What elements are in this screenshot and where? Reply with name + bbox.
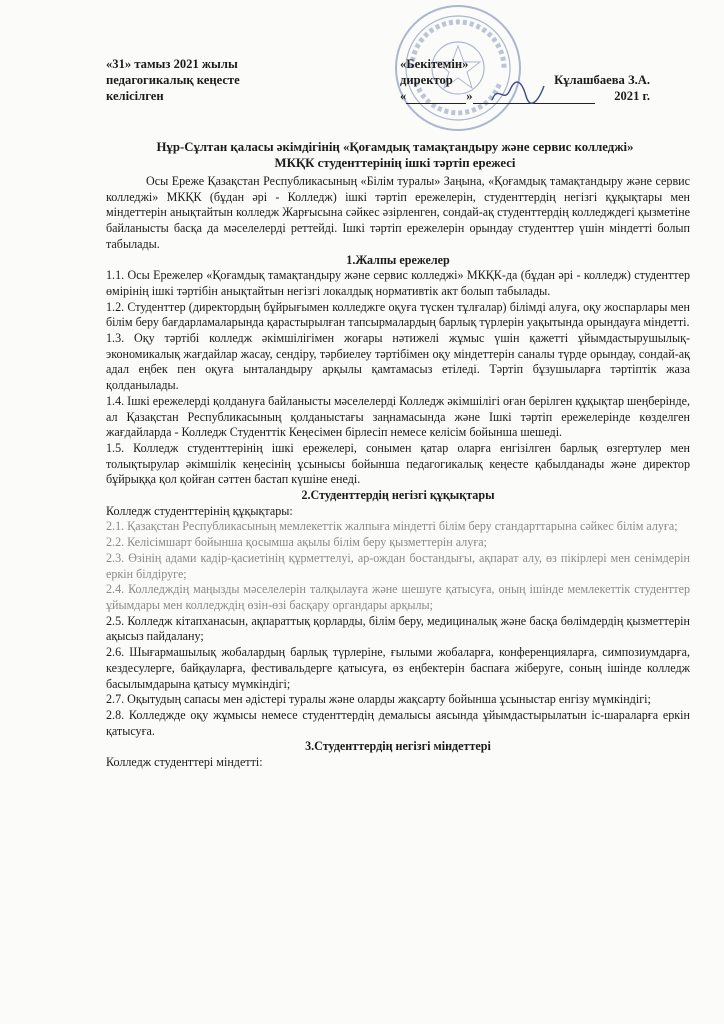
clause-2-2: 2.2. Келісімшарт бойынша қосымша ақылы білім беру қызметтерін алуға; xyxy=(106,535,488,550)
date-day-blank xyxy=(406,91,466,104)
council-name: педагогикалық кеңесте xyxy=(106,73,240,87)
director-approval-block: «Бекітемін» директор Кұлашбаева З.А. « » 2021 г. xyxy=(400,57,650,103)
section-3-lead: Колледж студенттері міндетті: xyxy=(106,755,263,770)
intro-paragraph: Осы Ереже Қазақстан Республикасының «Білім туралы» Заңына, «Қоғамдық тамақтандыру және сервис колледжі» МКҚК (бұдан әрі - Колледж) ішкі тәртіп ережелерін, студенттердің негізгі құқықтары мен міндеттерін анықтайтын колледж Жарғысына сәйкес әзірленген, сондай-ақ студенттердің колледждегі қызметіне байланысты басқа да мәселелерді реттейді. Ішкі тәртіп ережелерін орындау студенттер үшін міндетті болып табылады. xyxy=(106,174,690,251)
clause-2-7: 2.7. Оқытудың сапасы мен әдістері туралы және оларды жақсарту бойынша ұсыныстар енгізу мүмкіндігі; xyxy=(106,692,651,707)
council-date: «31» тамыз 2021 жылы xyxy=(106,57,238,71)
clause-2-6: 2.6. Шығармашылық жобалардың барлық түрлеріне, ғылыми жобаларға, конференцияларға, симпозиумдарға, кездесулерге, байқауларға, фестивальдерге қатысуға, өз еңбектерін баспаға жіберуге, соның ішінде колледж басылымдарына қатысу мүмкіндігі; xyxy=(106,645,690,691)
section-1-heading: 1.Жалпы ережелер xyxy=(346,252,450,267)
section-2-heading: 2.Студенттердің негізгі құқықтары xyxy=(301,488,495,503)
council-status: келісілген xyxy=(106,89,164,103)
clause-1-5: 1.5. Колледж студенттерінің ішкі ережелері, сонымен қатар оларға енгізілген барлық өзгертулер мен толықтырулар әкімшілік кеңесінің ұсынысы бойынша педагогикалық кеңесте қабылданады және директор бұйрыққа қол қойған сәттен бастап күшіне енеді. xyxy=(106,440,690,487)
clause-2-4: 2.4. Колледждің маңызды мәселелерін талқылауға және шешуге қатысуға, оның ішінде мемлекеттік студенттер ұйымдары мен колледждің өзін-өзі басқару органдары арқылы; xyxy=(106,582,690,612)
clause-2-8: 2.8. Колледжде оқу жұмысы немесе студенттердің демалысы аясында ұйымдастырылатын іс-шараларға еркін қатысуға. xyxy=(106,707,690,738)
date-open-quote: « xyxy=(400,89,407,103)
director-label: директор xyxy=(400,73,453,87)
clause-1-2: 1.2. Студенттер (директордың бұйрығымен колледжге оқуға түскен тұлғалар) білімді алуға, оқу жоспарлары мен білім беру бағдарламаларында қарастырылған тапсырмалардың барлық түрлерін уақытында орындауға міндетті. xyxy=(106,299,690,330)
clause-1-3: 1.3. Оқу тәртібі колледж әкімшілігімен жоғары нәтижелі жұмыс үшін қажетті ұйымдастырушылық-экономикалық жағдайлар жасау, сендіру, тәрбиелеу тәртібімен оқу міндеттерін саналы түрде орындау, сондай-ақ адал еңбек пен оқуға ынталандыру арқылы қамтамасыз етіледі. Тәртіп бұзушыларға тәртіптік жаза қолданылады. xyxy=(106,331,690,393)
approval-year: 2021 г. xyxy=(614,89,650,103)
clause-2-3: 2.3. Өзінің адами кадір-қасиетінің құрметтелуі, ар-ождан бостандығы, ақпарат алу, өз пікірлері мен сенімдерін еркін білдіруге; xyxy=(106,550,690,581)
clause-1-1: 1.1. Осы Ережелер «Қоғамдық тамақтандыру және сервис колледжі» МКҚК-да (бұдан әрі - колледж) студенттер өмірінің ішкі тәртібін анықтайтын негізгі локалдық нормативтік акт болып табылады. xyxy=(106,268,690,298)
approved-label: «Бекітемін» xyxy=(400,57,469,71)
director-name: Кұлашбаева З.А. xyxy=(554,73,650,87)
document-body xyxy=(106,174,690,771)
approval-council-block xyxy=(106,56,346,104)
section-3-heading: 3.Студенттердің негізгі міндеттері xyxy=(305,739,491,754)
document-title xyxy=(100,139,690,171)
title-line-1: Нұр-Сұлтан қаласы әкімдігінің «Қоғамдық тамақтандыру және сервис колледжі» xyxy=(156,140,634,154)
director-signature xyxy=(488,78,548,108)
clause-1-4: 1.4. Ішкі ережелерді қолдануға байланысты мәселелерді Колледж әкімшілігі оған берілген құқықтар шеңберінде, ал Қазақстан Республикасының қолданыстағы заңнамасында және Ішкі тәртіп ережелерінде көзделген жағдайларда - Колледж Студенттік Кеңесімен бірлесіп немесе келісім бойынша шешеді. xyxy=(106,393,690,440)
clause-2-1: 2.1. Қазақстан Республикасының мемлекеттік жалпыға міндетті білім беру стандарттарына сәйкес білім алуға; xyxy=(106,519,678,534)
section-2-lead: Колледж студенттерінің құқықтары: xyxy=(106,503,293,518)
clause-2-5: 2.5. Колледж кітапханасын, ақпараттық қорларды, білім беру, медициналық және басқа бөлімдердің қызметтерін ақысыз пайдалану; xyxy=(106,613,690,644)
title-line-2: МКҚК студенттерінің ішкі тәртіп ережесі xyxy=(274,156,516,170)
